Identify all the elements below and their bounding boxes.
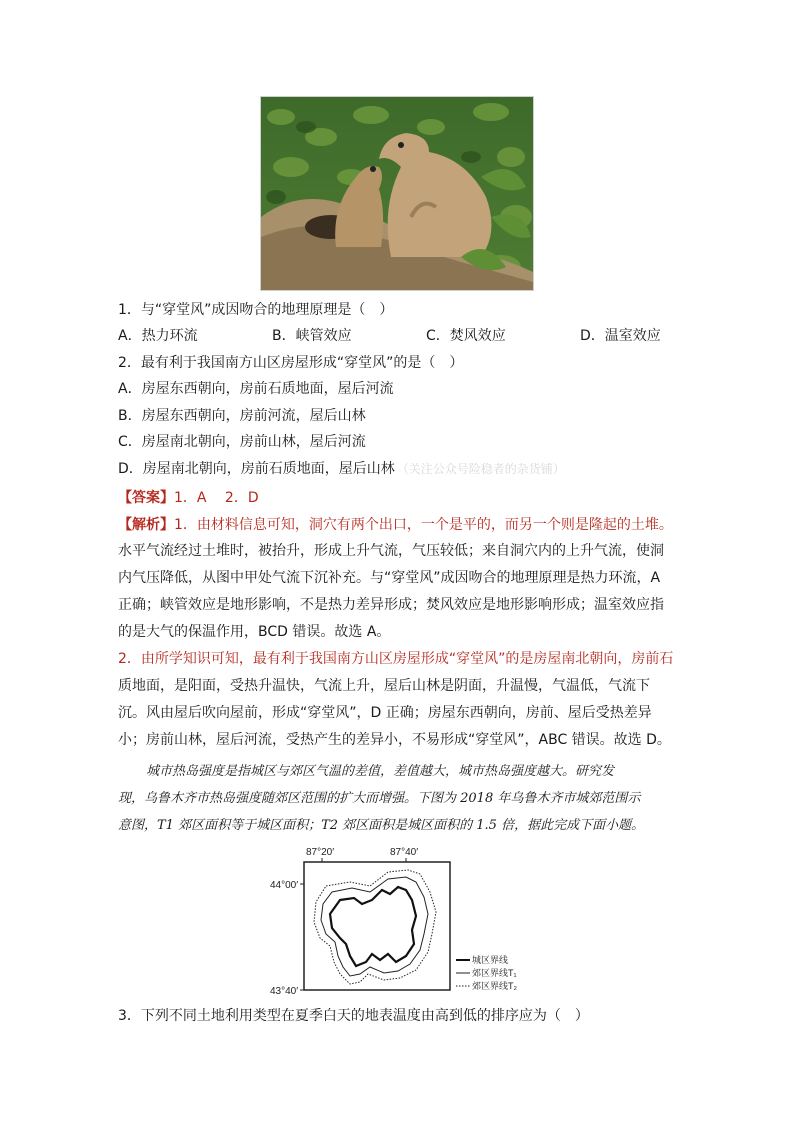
analysis-line-2: 水平气流经过土堆时，被抬升，形成上升气流，气压较低；来自洞穴内的上升气流，使洞 bbox=[118, 543, 664, 559]
question-1-stem: 1．与“穿堂风”成因吻合的地理原理是（ ） bbox=[118, 302, 394, 318]
passage-line-3: 意图，T1 郊区面积等于城区面积；T2 郊区面积是城区面积的 1.5 倍，据此完成下面小题。 bbox=[118, 818, 645, 833]
analysis-line-8: 沉。风由屋后吹向屋前，形成“穿堂风”，D 正确；房屋东西朝向，房前、屋后受热差异 bbox=[118, 705, 652, 721]
question-2-stem: 2．最有利于我国南方山区房屋形成“穿堂风”的是（ ） bbox=[118, 355, 464, 371]
legend-city: 城区界线 bbox=[472, 955, 509, 965]
analysis-line-9: 小；房前山林，屋后河流，受热产生的差异小，不易形成“穿堂风”，ABC 错误。故选 D。 bbox=[118, 732, 671, 748]
lon-label-2: 87°40′ bbox=[390, 847, 419, 858]
analysis-line-7: 质地面，是阳面，受热升温快，气流上升，屋后山林是阴面，升温慢，气温低，气流下 bbox=[118, 678, 650, 694]
question-2-option-b: B．房屋东西朝向，房前河流，屋后山林 bbox=[118, 408, 366, 424]
answer-label: 【答案】 bbox=[118, 490, 174, 506]
prairie-dog-photo bbox=[260, 96, 534, 291]
question-2-option-c: C．房屋南北朝向，房前山林，屋后河流 bbox=[118, 434, 366, 450]
analysis-line-3: 内气压降低，从图中甲处气流下沉补充。与“穿堂风”成因吻合的地理原理是热力环流，A bbox=[118, 570, 661, 586]
question-3-stem: 3．下列不同土地利用类型在夏季白天的地表温度由高到低的排序应为（ ） bbox=[118, 1008, 589, 1024]
legend-t2: 郊区界线T₂ bbox=[472, 981, 517, 991]
question-1-option-b: B．峡管效应 bbox=[272, 328, 352, 344]
legend-t1: 郊区界线T₁ bbox=[472, 968, 517, 978]
analysis-text: 1．由材料信息可知，洞穴有两个出口，一个是平的，而另一个则是隆起的土堆。 bbox=[174, 517, 673, 533]
answer-text: 1．A 2．D bbox=[174, 490, 259, 506]
question-2-option-a: A．房屋东西朝向，房前石质地面，屋后河流 bbox=[118, 381, 394, 397]
lat-label-2: 43°40′ bbox=[270, 986, 299, 997]
photo-illustration bbox=[261, 97, 533, 290]
question-1-option-a: A．热力环流 bbox=[118, 328, 198, 344]
map-legend bbox=[456, 954, 517, 991]
question-2-option-d-row bbox=[118, 459, 565, 479]
analysis-line-1 bbox=[118, 515, 673, 535]
map-frame bbox=[304, 862, 450, 990]
analysis-line-5: 的是大气的保温作用，BCD 错误。故选 A。 bbox=[118, 624, 391, 640]
answer-row bbox=[118, 488, 259, 508]
city-boundary bbox=[330, 887, 416, 966]
passage-line-1: 城市热岛强度是指城区与郊区气温的差值，差值越大，城市热岛强度越大。研究发 bbox=[146, 764, 615, 779]
passage-line-2: 现，乌鲁木齐市热岛强度随郊区范围的扩大而增强。下图为 2018 年乌鲁木齐市城郊范围示 bbox=[118, 791, 641, 806]
lon-label-1: 87°20′ bbox=[306, 847, 335, 858]
question-1-option-c: C．焚风效应 bbox=[426, 328, 506, 344]
question-1-option-d: D．温室效应 bbox=[580, 328, 661, 344]
urumqi-map bbox=[270, 842, 530, 1000]
analysis-label: 【解析】 bbox=[118, 517, 174, 533]
analysis-line-6: 2．由所学知识可知，最有利于我国南方山区房屋形成“穿堂风”的是房屋南北朝向，房前石 bbox=[118, 651, 674, 667]
lat-label-1: 44°00′ bbox=[270, 880, 299, 891]
question-2-option-d: D．房屋南北朝向，房前石质地面，屋后山林 bbox=[118, 461, 395, 477]
analysis-line-4: 正确；峡管效应是地形影响，不是热力差异形成；焚风效应是地形影响形成；温室效应指 bbox=[118, 597, 664, 613]
watermark-text: （关注公众号险稳者的杂货铺） bbox=[396, 462, 565, 476]
map-ticks bbox=[300, 858, 406, 990]
